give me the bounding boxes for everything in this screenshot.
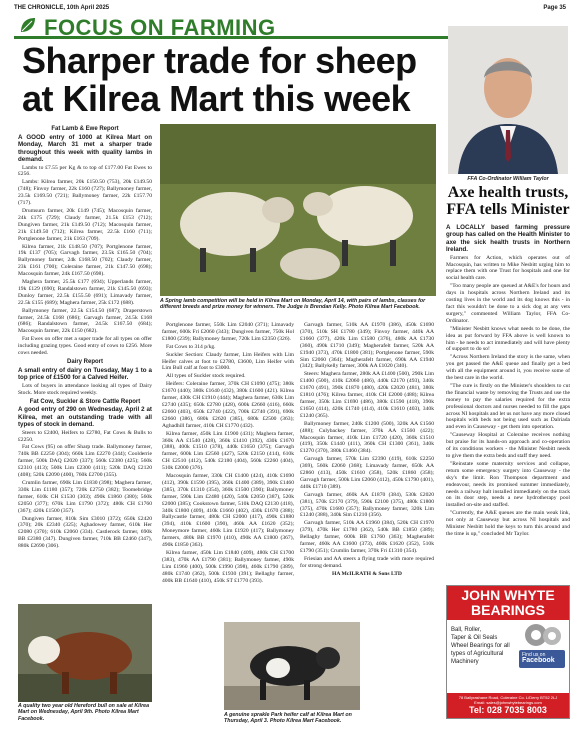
bull-photo: [18, 604, 152, 702]
facebook-icon-label: Facebook: [522, 657, 555, 664]
bearing-icon: [523, 622, 563, 648]
paragraph: "The cure is firstly on the Minister's shoulders to cut the financial waste by removing the Trusts and use the money to pay the salaries required for the extra professional doctors and nurses needed to fill the gaps across NI hospitals and let us not have any more closed hospitals with beds not being used such as Dalriada and even in Causeway - get them into operation.: [446, 382, 570, 431]
paragraph: Lots of buyers in attendance looking all types of Dairy Stock. More stock required weekly.: [18, 382, 152, 396]
john-whyte-bearings-ad[interactable]: [446, 585, 570, 719]
leaf-icon: [18, 15, 38, 35]
paragraph: Kilrea farmer, 450k Lim £1840 (409), 480k CH £1700 (383), 470k AA £1790 (381); Ballymoney farmer, 490k Lim £1960 (400), 500k £1990 (398), 460k £1790 (389), 480k £1740 (362), 500k £1930 (391); Bellaghy farmer, 400k BB £1640 (410), 450k ST £1770 (393).: [162, 550, 294, 584]
paragraph: Lambs to £7.55 per Kg & to top of £177.00 Fat Ewes to £256.: [18, 164, 152, 178]
subhead-dairy: Dairy Report: [66, 359, 103, 365]
article-column-2: [162, 322, 294, 618]
ad-brand-line2: BEARINGS: [471, 602, 545, 618]
paragraph: "Causeway Hospital at Coleraine receives nothing but praise for its hands-on approach and co-operation of its conditions workers - the Minister Nesbitt needs to give them the extra beds and staff they need.: [446, 432, 570, 459]
subhead-cattle: Fat Cow, Suckler & Store Cattle Report: [29, 398, 141, 405]
ad-line: Ball, Roller,: [451, 627, 482, 633]
paragraph: Ballymoney farmer, 22.5k £154.50 (687); Draperstown farmer, 24.5k £168 (686); Garvagh farmer, 24.5k £168 (686); Randalstown farmer, 24.5k £167.50 (684); Macosquin farmer, 22k £150 (682).: [18, 307, 152, 335]
ad-brand: [447, 586, 569, 620]
paragraph: "Minister Nesbitt knows what needs to be done, the idea as put forward by FFA above is well known to him - he needs to act immediately and will have plenty of support to do so!: [446, 325, 570, 353]
sheep-photo-caption: A Spring lamb competition will be held in Kilrea Mart on Monday, April 14, with pairs of lambs, classes for different breeds and prize money for winners. The Judge is Brendan Kelly. Photo Kilrea Mart Facebook.: [160, 298, 426, 311]
paragraph: Kilrea farmer, 450k Lim £1900 (431); Maghera farmer, 360k AA £1540 (428), 360k £1410 (392), 430k £1670 (388), 400k £1510 (378), 440k £1650 (375); Garvagh farmer, 600k Lim £2560 (427), 520k £2150 (414), 610k CH £2510 (412), 540k £2180 (404), 560k £2260 (404), 510k £2000 (376).: [162, 430, 294, 472]
sheep-photo: [160, 124, 436, 296]
bull-photo-caption: A quality two year old Hereford bull on sale at Kilrea Mart on Wednesday, April 9th. Photo Kilrea Mart Facebook.: [18, 703, 150, 722]
paragraph: Fat Cows (95) on offer Sharp trade. Ballymoney farmer, 740k BB £2250 (304); 660k Lim £2270 (344); Coolderrie farmer, 500k DAQ £2020 (337); 560k £2380 (425); 560k £2310 (413); 500k Lim £2300 (411); 520k DAQ £2120 (408); 520k £2090 (400), 760k £2700 (355).: [18, 444, 152, 479]
side-headline: Axe health trusts, FFA tells Minister: [446, 184, 570, 218]
main-headline: Sharper trade for sheep at Kilrea Mart this week: [22, 40, 417, 119]
page-number: Page 35: [543, 5, 566, 11]
ad-brand-line1: JOHN WHYTE: [461, 587, 555, 603]
paragraph: Farmers for Action, which operates out of Macosquin, has written to Mike Nesbitt urging him to replace them with one Trust for hospitals and one for social health care.: [446, 254, 570, 282]
article-column-1: [18, 124, 152, 592]
lead-paragraph: A good entry of 290 on Wednesday, April 2 at Kilrea, met an outstanding trade with all types of stock in demand.: [18, 406, 152, 429]
ad-products: [451, 626, 513, 666]
paragraph: Portglenone farmer, 550k Lim £2040 (371); Limavady farmer, 600k Fri £2060 (343); Dungiven farmer, 750k Hol £1800 (239); Ballymoney farmer, 720k Lim £2350 (326).: [162, 322, 294, 342]
paragraph: Heifers: Coleraine farmer, 370k CH £1090 (475); 380k £1670 (440); 380k £1640 (432), 380k £1600 (421). Kilrea farmer, 430k CH £1910 (444); Maghera farmer, 630k Lim £2740 (435); 650k £2780 (428), 600k £2660 (416), 660k £2660 (403), 650k £2740 (422), 700k £2740 (391), 690k £2660 (386), 680k £2620 (385), 680k £2500 (363); Aghadhill farmer, 410k CH £1770 (432).: [162, 381, 294, 429]
paragraph: Garvagh farmer, 510k AA £1970 (386), 450k £1690 (370), 510k SH £1780 (349); Finvoy farmer, 440k AA £1660 (377), 420k Lim £1580 (376), 480k AA £1730 (360), 490k £1710 (349); Magherafelt farmer, 520k AA £1940 (373), 470k £1800 (381); Portglenone farmer, 590k Sim £2060 (364); Magherafelt farmer, 690k AA £1940 (342); Ballykelly farmer, 300k AA £1020 (340).: [300, 322, 434, 370]
ad-contact: [447, 693, 569, 718]
paragraph: Fat Ewes on offer met a super trade for all types on offer including grazing types. Good entry of cows to £256. More cows needed.: [18, 336, 152, 357]
paragraph: "Reinstate some maternity services and collapse, return some emergency surgery into Causeway - the sky's the limit. Ron Thompson department and endeavour, needs its promised summer immediately, needs a railway halt installed immediately on the track on its door step, needs a new hydrotherapy pool installed on-site and staffed.: [446, 460, 570, 509]
publication-name: THE CHRONICLE, 10th April 2025: [14, 5, 110, 11]
paragraph: All types of Suckler stock required.: [166, 373, 246, 380]
paragraph: Steers: Maghera farmer, 280k AA £1400 (500), 290k Lim £1400 (500), 410k £2060 (486), 440k £2170 (493), 340k £1670 (491), 390k £1870 (480), 420k £2020 (481), 380k £1810 (476); Kilrea farmer, 410k CH £2000 (488); Kilrea farmer, 350k Lim £1690 (486), 380k £1590 (418), 390k £1650 (414), 420k £1740 (414), 410k £1610 (403), 340k £1240 (365).: [300, 371, 434, 419]
ad-line: types of Agricultural: [451, 651, 504, 657]
ad-line: Machinery: [451, 659, 479, 665]
paragraph: Friesian and AA steers a flying trade with more required for strong demand.: [300, 555, 434, 569]
paragraph: Fat Cows to 314 p/kg.: [166, 343, 216, 350]
lead-paragraph: A LOCALLY based farming pressure group has called on the Health Minister to axe the sick health trusts in Northern Ireland.: [446, 224, 570, 254]
paragraph: Dungiven farmer, 810k Sim £3010 (372); 650k £2420 (370); 20k £2340 (325); Aghadowey farmer, 610k Her £2080 (370); 610k £2060 (334). Castlerock farmer, 690k BB £2380 (347). Dungiven farmer, 710k BB £2460 (347), 880k £2690 (306).: [18, 515, 152, 550]
paragraph: Lambs: Kilrea farmer, 20k £150.50 (753), 20k £149.50 (748); Finvoy farmer, 22k £160 (727); Ballymoney farmer, 23.5k £169.50 (721); Ballymoney farmer, 22k £157.70 (717).: [18, 179, 152, 207]
ad-line: Wheel Bearings for all: [451, 643, 510, 649]
paragraph: Ballymoney farmer, 240k £1200 (500), 320k AA £1560 (488); Culybackey farmer, 370k AA £1560 (422); Macosquin farmer, 410k Lim £1720 (420), 360k £1510 (419), 350k £1440 (411), 360k CH £1300 (361), 340k £1270 (370), 380k £1460 (384).: [300, 420, 434, 455]
heifer-calf-caption: A genuine sprakle Park heifer calf at Kilrea Mart on Thursday, April 3. Photo Kilrea Mart Facebook.: [224, 712, 352, 725]
portrait-caption: FFA Co-Ordinator William Taylor: [467, 176, 549, 182]
ad-telephone[interactable]: Tel: 028 7035 8003: [469, 705, 547, 715]
lead-paragraph: A GOOD entry of 1000 at Kilrea Mart on Monday, March 31 met a sharper trade throughout this week with quality lambs in demand.: [18, 133, 152, 164]
facebook-find-label: Find us on: [522, 652, 546, 658]
lead-paragraph: A small entry of dairy on Tuesday, May 1 to a top price of £1500 for a Calved Heifer.: [18, 366, 152, 382]
portrait-photo: [448, 26, 568, 174]
paragraph: "Across Northern Ireland the story is the same, when you get passed the A&E queue and finally get a bed with all the equipment around it, you receive some of the best care in the world.: [446, 354, 570, 382]
paragraph: Drumsurn farmer, 20k £149 (745); Macosquin farmer, 24k £175 (729); Claudy farmer, 21.5k £153 (712); Dungiven farmer, 21k £149.50 (712); Macosquin farmer, 21k £149.50 (712); Kilrea farmer, 22.5k £160 (711); Portglenone farmer, 21k £163 (709).: [18, 207, 152, 242]
facebook-badge[interactable]: [519, 650, 565, 668]
paragraph: Crumlin farmer, 690k Lim £1830 (398); Maghera farmer, 330k Lim £1180 (357); 720k £2750 (382); Toomebridge farmer, 610k CH £1530 (303); 490k £1860 (380); 560k £2050 (377); 670k Lim £1790 (372); 480k CH £1760 (367); 420k £1500 (357).: [18, 480, 152, 514]
paragraph: Suckler Section: Claudy farmer, Lim Heifers with Lim Heifer calves at foot to £2780, £3600, Lim Heifer with Lim Bull calf at foot to £3000.: [162, 351, 294, 372]
article-column-3: [300, 322, 434, 618]
paragraph: Garvagh farmer, 570k Lim £2390 (419), 610k £2250 (369), 560k £2060 (368); Limavady farmer, 650k AA £2860 (413), 450k £1610 (358), 520k £1860 (358); Garvagh farmer, 500k Lim £2060 (412), 450k £1790 (401), 440k £1710 (389).: [300, 456, 434, 490]
paragraph: Steers to £2400, Heifers to £2780, Fat Cows & Bulls to £2250.: [18, 429, 152, 443]
signature: HA McILRATH & Sons LTD: [332, 570, 402, 577]
paragraph: "Currently, the A&E queues are the main weak link, not only at Causeway but across NI hospitals and Minister Nesbitt hold the keys to turn this around and the time is up," concluded Mr Taylor.: [446, 510, 570, 537]
paragraph: Maghera farmer, 25.5k £177 (694); Upperlands farmer, 19k £129 (690); Randalstown farmer, 21k £145.50 (693); Dunloy farmer, 22.5k £155.50 (691); Limavady farmer, 22.5k £155 (689); Maghera farmer, 25k £172 (688).: [18, 279, 152, 306]
ad-address: 78 Ballyrashane Road, Coleraine Co. L/Derry BT52 2LJ: [458, 695, 558, 700]
paragraph: Kilrea farmer, 21k £148.50 (707); Portglenone farmer, 19k £137 (705); Garvagh farmer, 23.5k £165.50 (704); Ballymoney farmer, 24k £168.50 (702); Claudy farmer, 23k £161 (700); Coleraine farmer, 21k £147.50 (698); Macosquin farmer, 24k £167.50 (698).: [18, 243, 152, 278]
subhead-fat-lamb: Fat Lamb & Ewe Report: [51, 126, 119, 132]
paragraph: Garvagh farmer, 460k AA £1870 (384), 530k £2020 (381), 570k £2170 (379), 590k £2100 (375), 480k £1800 (375), 470k £1680 (357); Ballymoney farmer, 320k Lim £1240 (388), 340k Sim £1210 (356).: [300, 491, 434, 519]
paragraph: Garvagh farmer, 510k AA £1960 (384), 520k CH £1970 (379), 470k Her £1780 (362), 540k BB £1850 (389); Bellaghy farmer, 600k BB £1760 (363); Magherafelt farmer, 460k AA £1600 (373), 460k £1620 (352), 510k £1790 (351); Crumlin farmer, 370k Fri £1310 (354).: [300, 520, 434, 554]
heifer-calf-photo: [224, 622, 360, 710]
paragraph: Macosquin farmer, 330k CH £1400 (424), 410k £1690 (412), 390k £1590 (395), 360k £1400 (389), 390k £1460 (385), 370k £1310 (354), 360k £1500 (390); Ballymoney farmer, 590k Lim £2480 (420), 540k £2050 (387), 520k £2000 (385); Cookstown farmer, 510k DAQ £2130 (418), 340k £1800 (409), 410k £1660 (402), 430k £1670 (388); Ballycastle farmer, 480k CH £2000 (417), 490k £1880 (394), 410k £1600 (390), 460k AA £1620 (352); Moneymore farmer, 460k Lim £1920 (417); Ballymoney farmers, 480k BB £1970 (410), 490k AA £1800 (367), 490k £1850 (363).: [162, 473, 294, 549]
ad-email[interactable]: Email: sales@johnwhytebearings.com: [474, 700, 542, 705]
article-column-4: [446, 224, 570, 602]
section-title: FOCUS ON FARMING: [44, 15, 276, 40]
paragraph: "Too many people are queued at A&E's for hours and days in hospitals across Northern Ireland and its costing lives in the world and its dog knows this - in fact this wouldn't be done to a sick dog at any vets surgery," commented William Taylor, FFA Co-Ordinator.: [446, 283, 570, 324]
ad-line: Taper & Oil Seals: [451, 635, 498, 641]
